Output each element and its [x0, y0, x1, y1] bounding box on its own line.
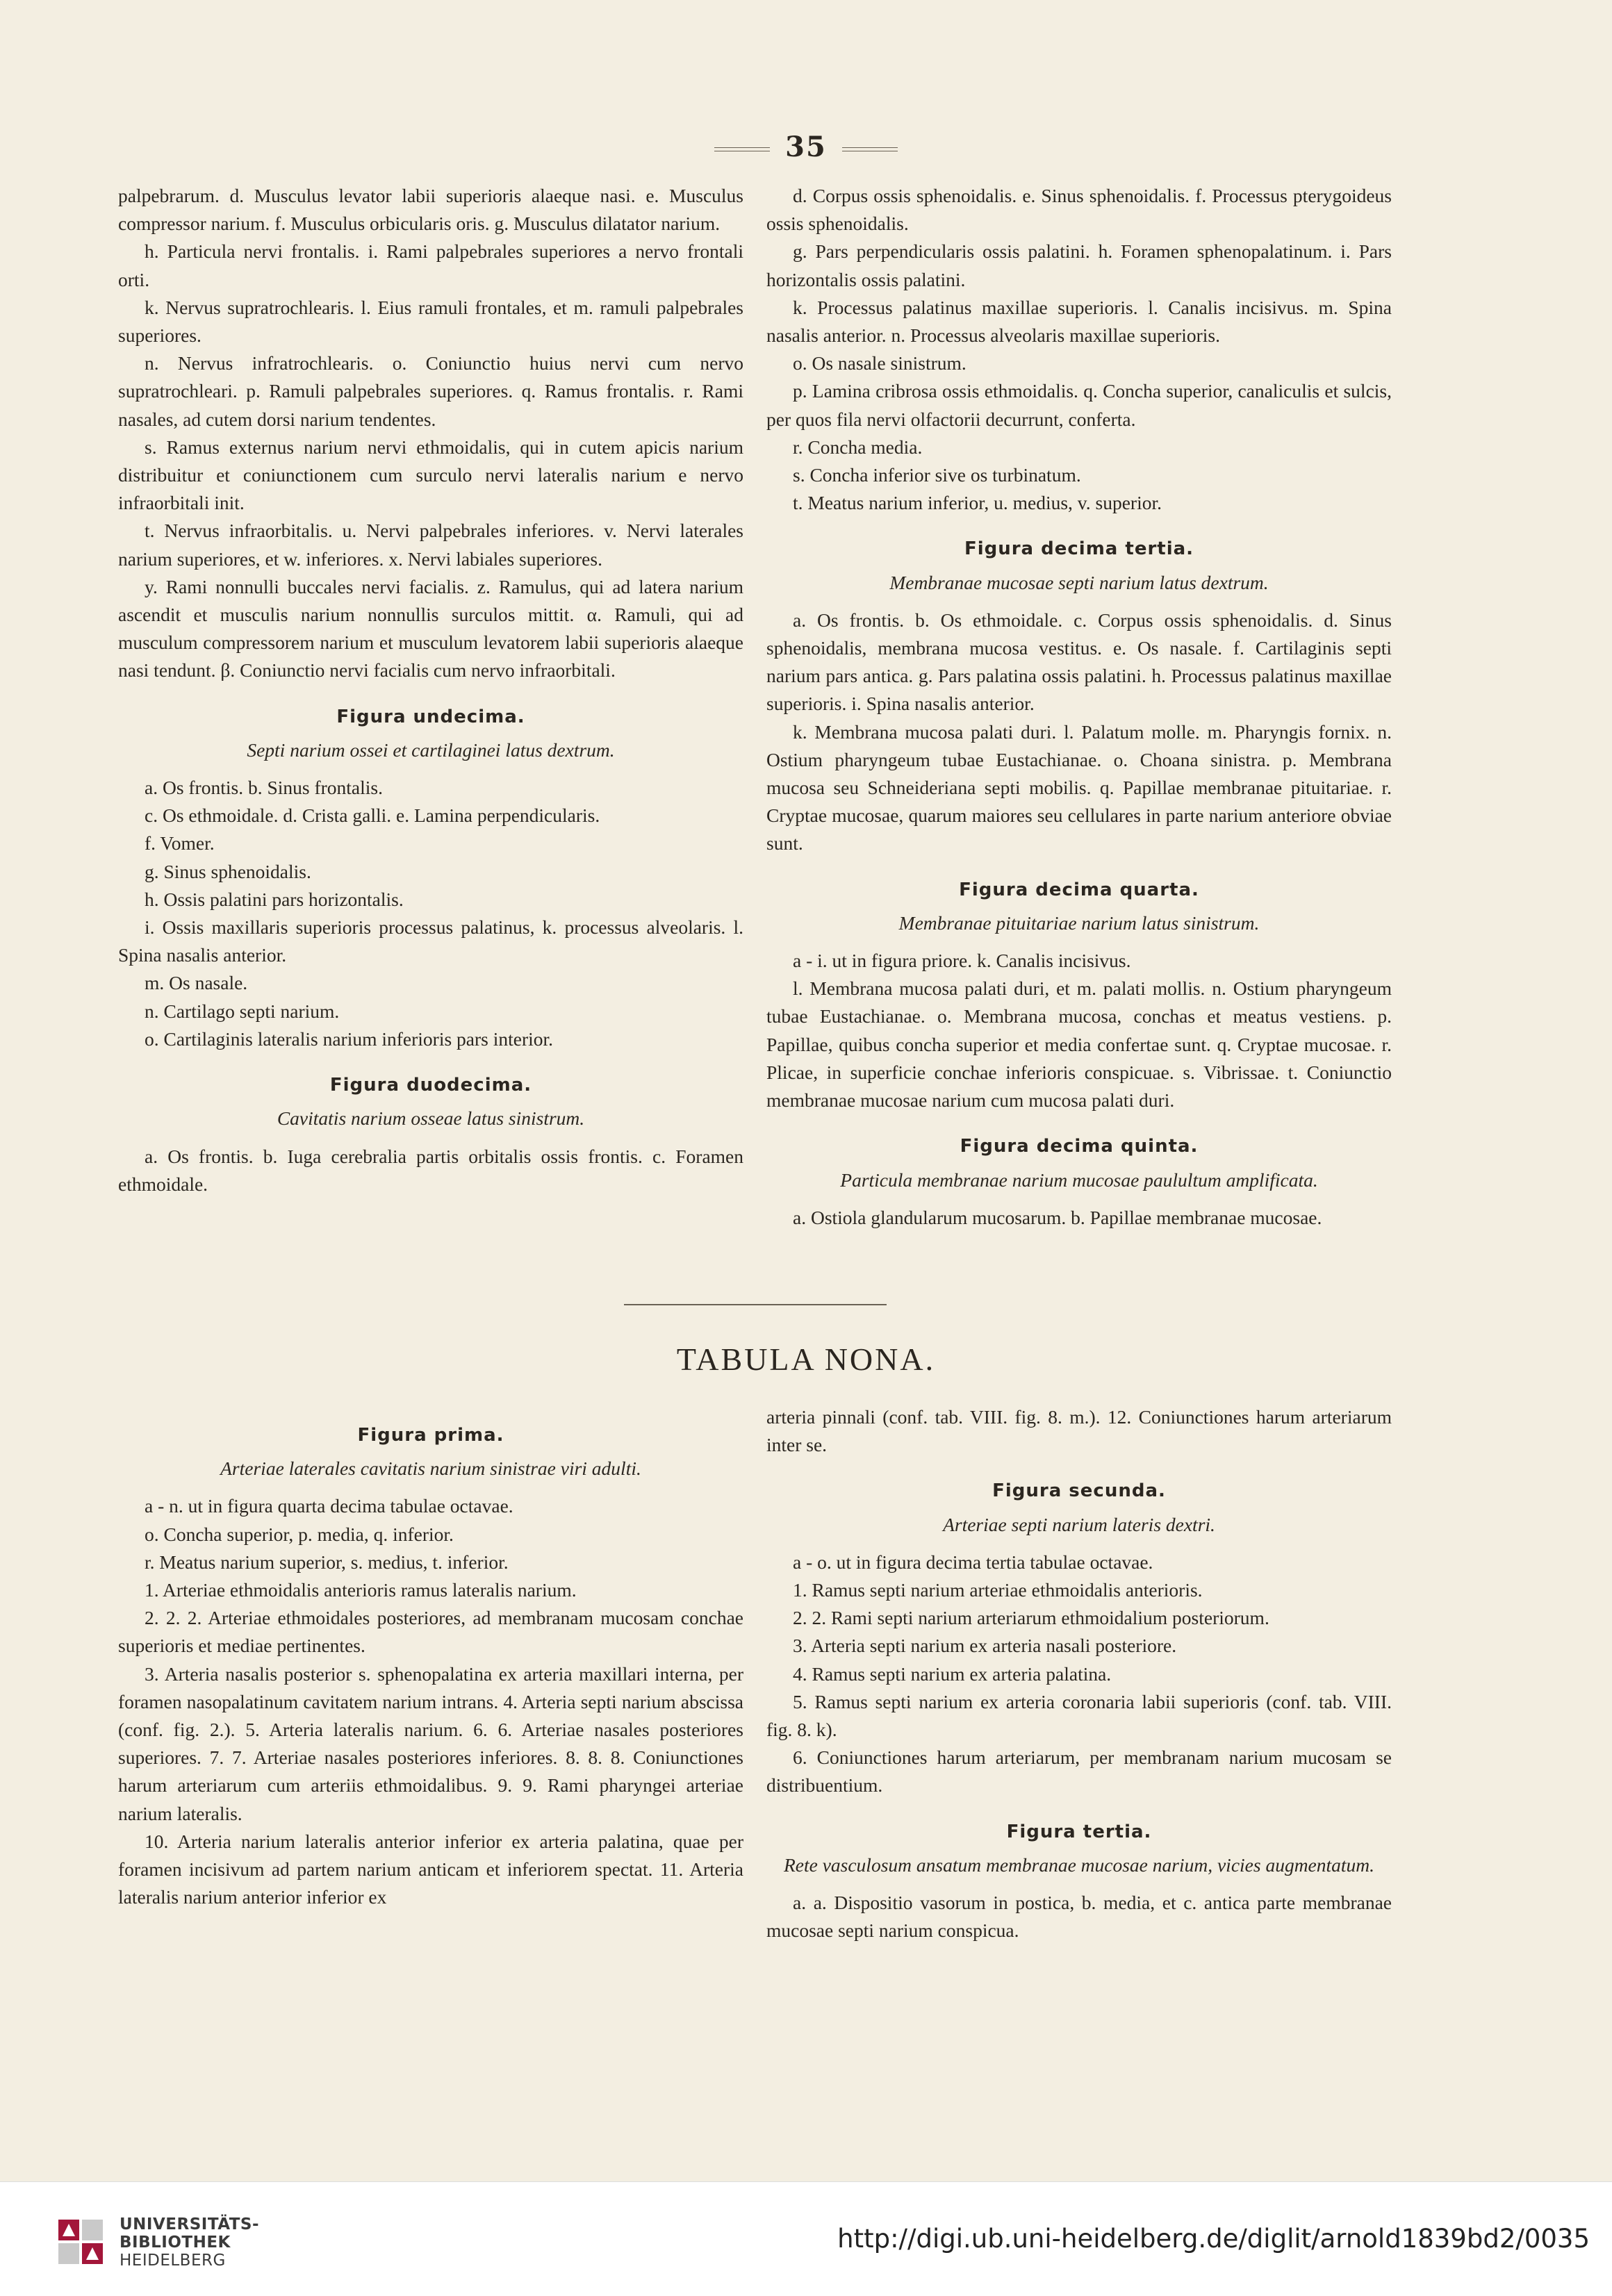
- paragraph: 5. Ramus septi narium ex arteria coronaria labii superioris (conf. tab. VIII. fig. 8. k).: [766, 1690, 1392, 1741]
- upper-left-column: [118, 182, 743, 1198]
- paragraph: y. Rami nonnulli buccales nervi facialis. z. Ramulus, qui ad latera narium ascendit et musculis narium nonnullis surculos mittit. α. Ramuli, qui ad musculum compressorem narium et musculum levatorem labii superioris alaeque nasi tendunt. β. Coniunctio nervi facialis cum nervo infraorbitali.: [118, 575, 743, 682]
- paragraph: k. Nervus supratrochlearis. l. Eius ramuli frontales, et m. ramuli palpebrales superiores.: [118, 296, 743, 347]
- figure-heading: Figura duodecima.: [329, 1075, 532, 1096]
- figure-heading: Figura undecima.: [336, 706, 525, 727]
- paragraph: a - i. ut in figura priore. k. Canalis incisivus.: [793, 950, 1131, 972]
- paragraph: l. Membrana mucosa palati duri, et m. palati mollis. n. Ostium pharyngeum tubae Eustachianae. o. Membrana mucosa, conchas et meatus vestiens. p. Papillae, quibus concha superior et media confertae sunt. q. Cryptae mucosae. r. Plicae, in superficie conchae inferioris conspicuae. s. Vibrissae. t. Coniunctio membranae mucosae narium cum mucosa palati duri.: [766, 977, 1392, 1112]
- paragraph: n. Nervus infratrochlearis. o. Coniunctio huius nervi cum nervo supratrochleari. p. Ramuli palpebrales superiores. q. Ramus frontalis. r. Rami nasales, ad cutem dorsi narium tendentes.: [118, 352, 743, 430]
- paragraph: s. Concha inferior sive os turbinatum.: [793, 464, 1081, 486]
- figure-heading: Figura decima quarta.: [959, 879, 1199, 900]
- paragraph: k. Processus palatinus maxillae superioris. l. Canalis incisivus. m. Spina nasalis anterior. n. Processus alveolaris maxillae superioris.: [766, 296, 1392, 347]
- paragraph: 1. Arteriae ethmoidalis anterioris ramus lateralis narium.: [145, 1579, 577, 1601]
- paragraph: k. Membrana mucosa palati duri. l. Palatum molle. m. Pharyngis fornix. n. Ostium pharyngeum tubae Eustachianae. o. Choana sinistra. p. Membrana mucosa seu Schneideriana septi mobilis. q. Papillae membranae pituitariae. r. Cryptae mucosae, quarum maiores seu cellulares in parte narium anteriore obviae sunt.: [766, 720, 1392, 854]
- page-number-rule-left: [714, 147, 770, 151]
- paragraph: o. Os nasale sinistrum.: [793, 352, 967, 374]
- paragraph: o. Cartilaginis lateralis narium inferioris pars interior.: [145, 1027, 554, 1050]
- paragraph: 2. 2. 2. Arteriae ethmoidales posteriores, ad membranam mucosam conchae superioris et mediae pertinentes.: [118, 1607, 743, 1657]
- paragraph: 6. Coniunctiones harum arteriarum, per membranam narium mucosam se distribuentium.: [766, 1746, 1392, 1797]
- paragraph: a - n. ut in figura quarta decima tabulae octavae.: [145, 1495, 513, 1517]
- paragraph: 2. 2. Rami septi narium arteriarum ethmoidalium posteriorum.: [793, 1607, 1269, 1629]
- paragraph: h. Particula nervi frontalis. i. Rami palpebrales superiores a nervo frontali orti.: [118, 240, 743, 290]
- paragraph: i. Ossis maxillaris superioris processus palatinus, k. processus alveolaris. l. Spina nasalis anterior.: [118, 916, 743, 966]
- paragraph: g. Sinus sphenoidalis.: [145, 860, 311, 882]
- figure-subtitle: Rete vasculosum ansatum membranae mucosae narium, vicies augmentatum.: [783, 1853, 1375, 1876]
- university-library-logo-icon: [57, 2218, 104, 2265]
- paragraph: g. Pars perpendicularis ossis palatini. h. Foramen sphenopalatinum. i. Pars horizontalis ossis palatini.: [766, 240, 1392, 290]
- paragraph: t. Meatus narium inferior, u. medius, v. superior.: [793, 492, 1162, 514]
- figure-subtitle: Membranae pituitariae narium latus sinistrum.: [898, 911, 1260, 934]
- paragraph: 4. Ramus septi narium ex arteria palatina.: [793, 1662, 1112, 1685]
- paragraph: a. Os frontis. b. Iuga cerebralia partis orbitalis ossis frontis. c. Foramen ethmoidale.: [118, 1145, 743, 1195]
- lower-right-column: [766, 1403, 1392, 1944]
- library-name: [120, 2215, 259, 2270]
- library-footer: [0, 2181, 1612, 2296]
- paragraph: c. Os ethmoidale. d. Crista galli. e. Lamina perpendicularis.: [145, 804, 600, 827]
- paragraph: a - o. ut in figura decima tertia tabulae octavae.: [793, 1551, 1153, 1573]
- page-number-value: 35: [785, 131, 827, 163]
- paragraph: a. Os frontis. b. Os ethmoidale. c. Corpus ossis sphenoidalis. d. Sinus sphenoidalis, membrana mucosa vestitus. e. Os nasale. f. Cartilaginis septi narium pars antica. g. Pars palatina ossis palatini. h. Processus palatinus maxillae superioris. i. Spina nasalis anterior.: [766, 609, 1392, 715]
- figure-subtitle: Arteriae septi narium lateris dextri.: [943, 1513, 1215, 1535]
- paragraph: d. Corpus ossis sphenoidalis. e. Sinus sphenoidalis. f. Processus pterygoideus ossis sphenoidalis.: [766, 185, 1392, 235]
- figure-heading: Figura decima tertia.: [964, 538, 1194, 560]
- library-name-line1: UNIVERSITÄTS-: [120, 2215, 260, 2233]
- figure-subtitle: Cavitatis narium osseae latus sinistrum.: [277, 1107, 585, 1130]
- figure-heading: Figura prima.: [357, 1425, 504, 1446]
- paragraph: 3. Arteria nasalis posterior s. sphenopalatina ex arteria maxillari interna, per foramen nasopalatinum cavitatem narium intrans. 4. Arteria septi narium abscissa (conf. fig. 2.). 5. Arteria lateralis narium. 6. 6. Arteriae nasales posteriores superiores. 7. 7. Arteriae nasales posteriores inferiores. 8. 8. 8. Coniunctiones harum arteriarum cum arteriis ethmoidalibus. 9. 9. Rami pharyngei arteriae narium lateralis.: [118, 1662, 743, 1824]
- paragraph: palpebrarum. d. Musculus levator labii superioris alaeque nasi. e. Musculus compressor narium. f. Musculus orbicularis oris. g. Musculus dilatator narium.: [118, 185, 743, 235]
- paragraph: a. Os frontis. b. Sinus frontalis.: [145, 777, 383, 799]
- paragraph: 3. Arteria septi narium ex arteria nasali posteriore.: [793, 1635, 1177, 1657]
- page-number: [0, 131, 1612, 163]
- figure-subtitle: Particula membranae narium mucosae paulultum amplificata.: [840, 1168, 1318, 1191]
- figure-heading: Figura decima quinta.: [960, 1136, 1199, 1157]
- paragraph: 1. Ramus septi narium arteriae ethmoidalis anterioris.: [793, 1579, 1203, 1601]
- figure-heading: Figura tertia.: [1006, 1821, 1152, 1842]
- paragraph: f. Vomer.: [145, 832, 215, 854]
- section-title: TABULA NONA.: [676, 1341, 936, 1377]
- paragraph: m. Os nasale.: [145, 972, 248, 994]
- paragraph: t. Nervus infraorbitalis. u. Nervi palpebrales inferiores. v. Nervi laterales narium superiores, et w. inferiores. x. Nervi labiales superiores.: [118, 520, 743, 570]
- figure-heading: Figura secunda.: [992, 1480, 1166, 1502]
- paragraph: a. Ostiola glandularum mucosarum. b. Papillae membranae mucosae.: [793, 1206, 1322, 1228]
- paragraph: s. Ramus externus narium nervi ethmoidalis, qui in cutem apicis narium distribuitur et coniunctionem cum surculo nervi lateralis narium e nervo infraorbitali init.: [118, 436, 743, 514]
- paragraph: p. Lamina cribrosa ossis ethmoidalis. q. Concha superior, canaliculis et sulcis, per quos fila nervi olfactorii decurrunt, conferta.: [766, 380, 1392, 430]
- paragraph: arteria pinnali (conf. tab. VIII. fig. 8. m.). 12. Coniunctiones harum arteriarum inter se.: [766, 1406, 1392, 1456]
- figure-subtitle: Membranae mucosae septi narium latus dextrum.: [889, 571, 1269, 593]
- figure-subtitle: Arteriae laterales cavitatis narium sinistrae viri adulti.: [220, 1457, 641, 1480]
- paragraph: n. Cartilago septi narium.: [145, 1000, 340, 1022]
- paragraph: o. Concha superior, p. media, q. inferior.: [145, 1523, 454, 1545]
- page-number-rule-right: [842, 147, 898, 151]
- library-name-line2: BIBLIOTHEK: [120, 2233, 231, 2252]
- paragraph: r. Concha media.: [793, 436, 923, 458]
- section-divider: [624, 1304, 887, 1305]
- paragraph: r. Meatus narium superior, s. medius, t. inferior.: [145, 1551, 509, 1573]
- upper-right-column: [766, 182, 1392, 1232]
- figure-subtitle: Septi narium ossei et cartilaginei latus dextrum.: [247, 738, 615, 761]
- library-name-line3: HEIDELBERG: [120, 2252, 226, 2270]
- paragraph: h. Ossis palatini pars horizontalis.: [145, 888, 404, 910]
- paragraph: a. a. Dispositio vasorum in postica, b. media, et c. antica parte membranae mucosae septi narium conspicua.: [766, 1892, 1392, 1942]
- permalink-url[interactable]: http://digi.ub.uni-heidelberg.de/diglit/arnold1839bd2/0035: [837, 2224, 1590, 2254]
- lower-left-column: [118, 1403, 743, 1911]
- paragraph: 10. Arteria narium lateralis anterior inferior ex arteria palatina, quae per foramen incisivum ad partem narium anticam et inferiorem spectat. 11. Arteria lateralis narium anterior inferior ex: [118, 1830, 743, 1908]
